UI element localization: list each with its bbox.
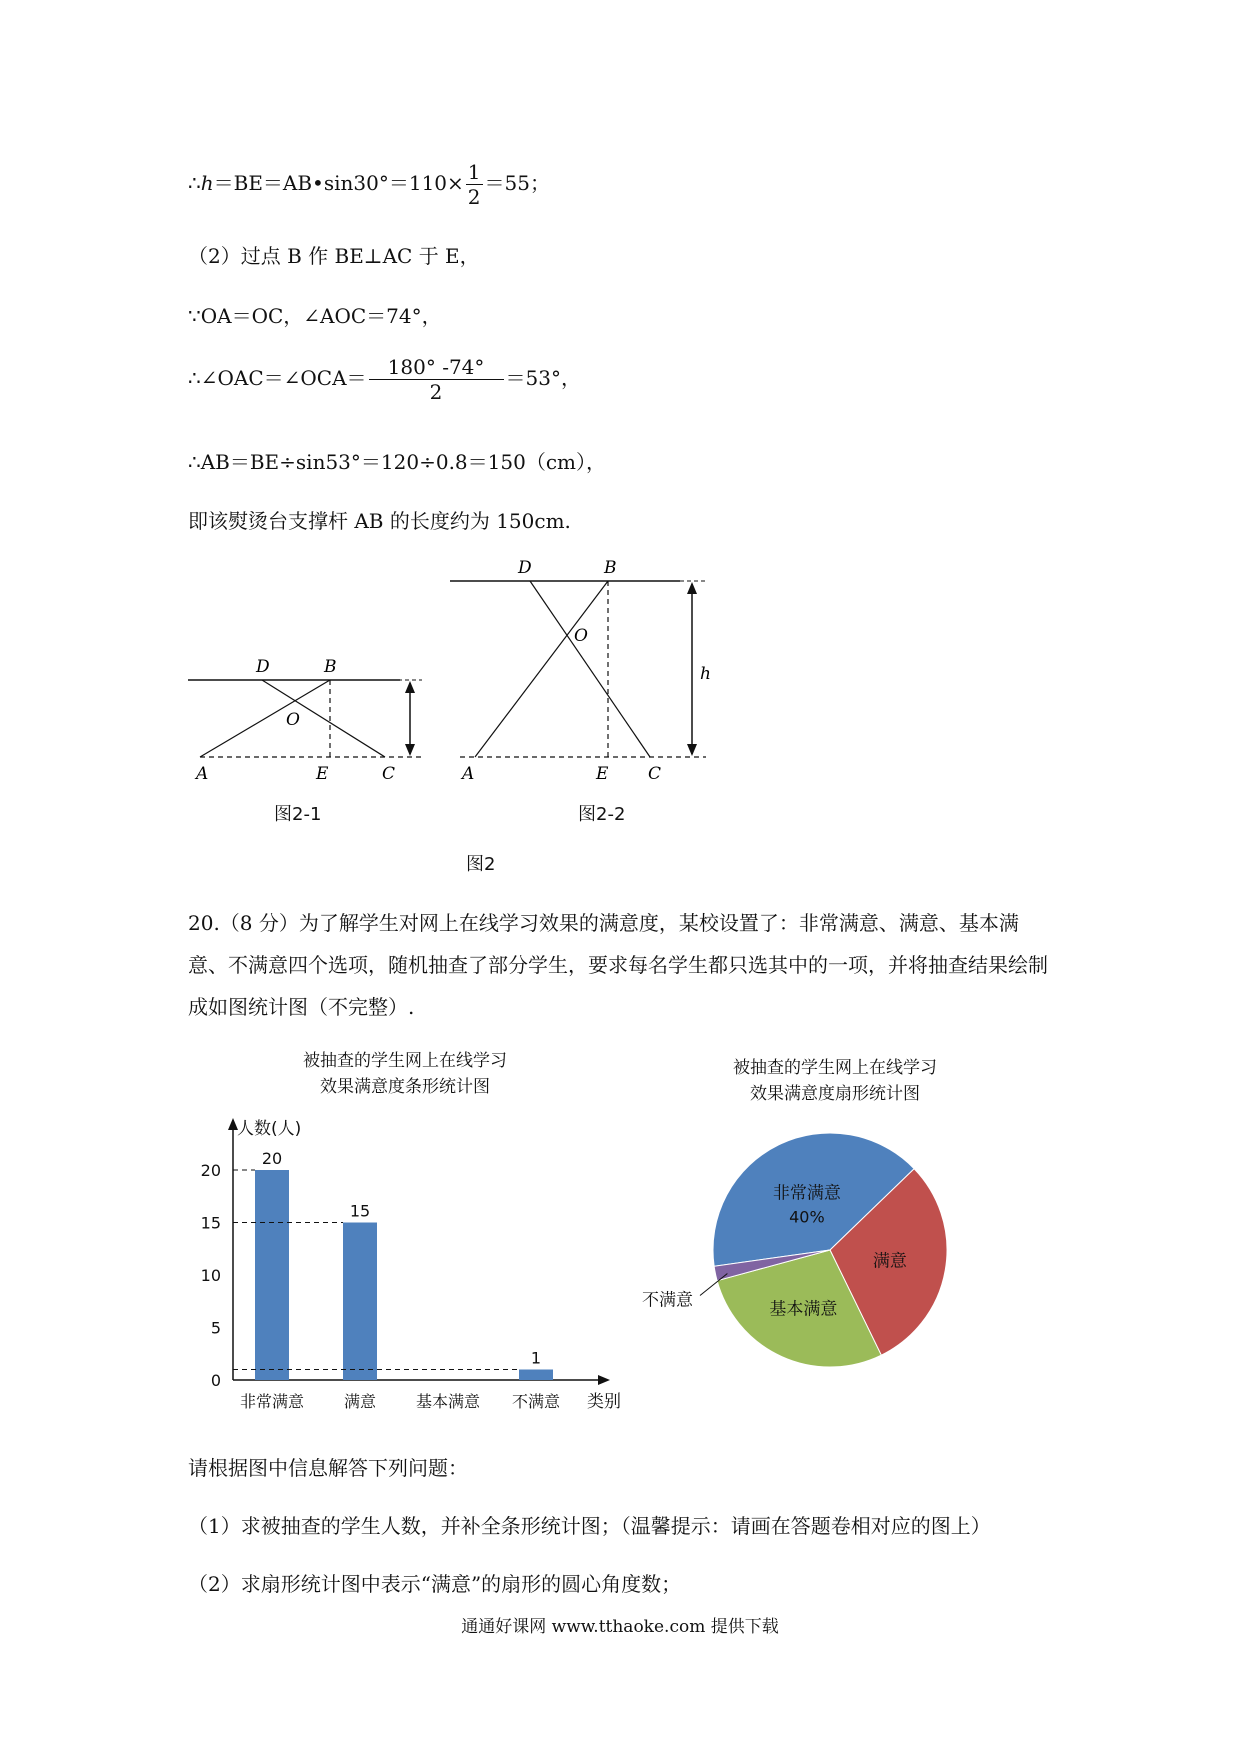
- page-footer: 通通好课网 www.tthaoke.com 提供下载: [461, 1617, 779, 1637]
- bar-value-label: 1: [530, 1348, 542, 1368]
- label-D: D: [518, 558, 532, 578]
- question-20-part-1: （1）求被抽查的学生人数，并补全条形统计图；（温馨提示：请画在答题卷相对应的图上）: [188, 1514, 991, 1538]
- bar-3: [519, 1370, 553, 1381]
- bar-1: [343, 1223, 377, 1381]
- pie-pct-label: 40%: [789, 1207, 825, 1227]
- bar-value-label: 20: [261, 1149, 283, 1168]
- label-B: B: [604, 558, 617, 578]
- pie-chart-title: 被抽查的学生网上在线学习 效果满意度扇形统计图: [733, 1058, 937, 1104]
- label-C: C: [382, 764, 396, 784]
- solution-line-5: ∴AB＝BE÷sin53°＝120÷0.8＝150（cm），: [188, 450, 606, 474]
- bar-chart-title: 被抽查的学生网上在线学习 效果满意度条形统计图: [303, 1051, 507, 1097]
- label-O: O: [286, 710, 300, 730]
- solution-line-2: （2）过点 B 作 BE⊥AC 于 E，: [188, 244, 480, 268]
- caption-figure-2: 图2: [466, 854, 496, 875]
- question-20-text: 20.（8 分）为了解学生对网上在线学习效果的满意度，某校设置了：非常满意、满意、基本满意、不满意四个选项，随机抽查了部分学生，要求每名学生都只选其中的一项，并将抽查结果绘制成如图统计图（不完整）.: [188, 911, 1048, 1019]
- label-A: A: [196, 764, 209, 784]
- figure-2-geometry: [0, 555, 1240, 815]
- x-tick-label: 非常满意: [239, 1392, 305, 1411]
- bar-0: [255, 1170, 289, 1380]
- pie-label: 非常满意: [772, 1183, 841, 1204]
- x-tick-label: 不满意: [511, 1392, 561, 1411]
- figure-2-1: [188, 657, 422, 784]
- pie-label: 满意: [872, 1251, 907, 1272]
- y-axis-label: 人数(人): [237, 1119, 302, 1139]
- figure-2-2: [450, 558, 711, 784]
- caption-figure-2-1: 图2-1: [274, 804, 322, 825]
- solution-line-1: ∴h＝BE＝AB•sin30°＝110× $\frac{1}{2}$ ＝55；: [188, 160, 550, 209]
- y-tick-label: 20: [200, 1161, 221, 1180]
- x-tick-label: 基本满意: [415, 1392, 481, 1411]
- y-tick-label: 0: [210, 1371, 221, 1390]
- y-tick-label: 10: [200, 1266, 221, 1285]
- bar-value-label: 15: [349, 1201, 371, 1221]
- label-A: A: [462, 764, 475, 784]
- label-D: D: [256, 657, 270, 677]
- x-axis-label: 类别: [587, 1392, 621, 1412]
- x-axis-arrow: [598, 1375, 610, 1385]
- label-B: B: [324, 657, 337, 677]
- pie-label: 基本满意: [769, 1299, 838, 1320]
- question-20-part-2: （2）求扇形统计图中表示“满意”的扇形的圆心角度数；: [188, 1572, 682, 1596]
- label-h: h: [700, 664, 711, 684]
- pie-label: 不满意: [642, 1290, 693, 1311]
- pie-chart: [640, 1130, 980, 1390]
- fraction-one-half: $\frac{1}{2}$: [467, 160, 481, 209]
- solution-line-4: ∴∠OAC＝∠OCA＝ $\frac{180^\circ -74^\circ}{2}$ ＝53°，: [188, 355, 581, 404]
- y-tick-label: 5: [210, 1318, 221, 1338]
- label-E: E: [596, 764, 609, 784]
- label-O: O: [574, 626, 588, 646]
- label-E: E: [316, 764, 329, 784]
- solution-line-6: 即该熨烫台支撑杆 AB 的长度约为 150cm.: [188, 509, 571, 533]
- y-tick-label: 15: [200, 1213, 221, 1233]
- fraction-angle: $\frac{180^\circ -74^\circ}{2}$: [369, 355, 504, 404]
- caption-figure-2-2: 图2-2: [578, 804, 626, 825]
- label-C: C: [648, 764, 662, 784]
- question-20-prompt: 请根据图中信息解答下列问题：: [188, 1456, 468, 1480]
- x-tick-label: 满意: [343, 1392, 377, 1411]
- bar-chart: [185, 1110, 645, 1430]
- solution-line-3: ∵OA＝OC，∠AOC＝74°，: [188, 304, 442, 328]
